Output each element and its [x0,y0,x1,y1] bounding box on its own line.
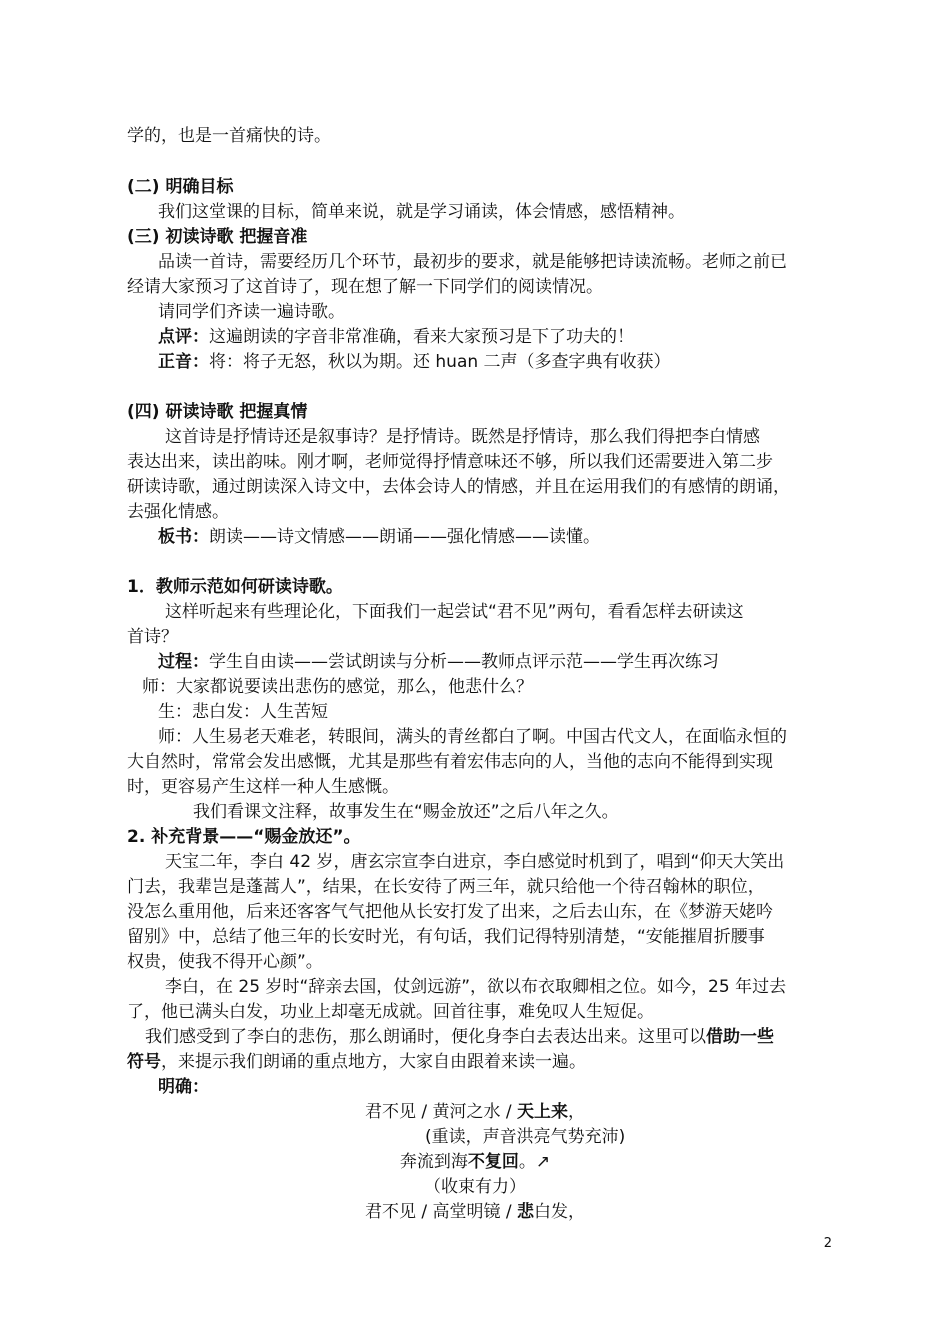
poem-annotation: （收束有力） [424,1177,526,1197]
paragraph-line [0,350,950,374]
paragraph-line: 表达出来，读出韵味。刚才啊，老师觉得抒情意味还不够，所以我们还需要进入第二步 [127,452,773,472]
paragraph-line: 门去，我辈岂是蓬蒿人”，结果，在长安待了两三年，就只给他一个待召翰林的职位， [127,877,765,897]
bold-emphasis: 悲 [517,1202,535,1222]
paragraph-line [0,1050,950,1074]
page-number: 2 [823,1236,832,1251]
section-heading: (二) 明确目标 [127,177,234,197]
paragraph-line: 师：大家都说要读出悲伤的感觉，那么，他悲什么？ [142,677,533,697]
paragraph-line: 留别》中，总结了他三年的长安时光，有句话，我们记得特别清楚，“安能摧眉折腰事 [127,927,765,947]
bold-label: 板书： [158,527,209,547]
paragraph-line [0,525,950,549]
paragraph-line: 没怎么重用他，后来还客客气气把他从长安打发了出来，之后去山东，在《梦游天姥吟 [127,902,773,922]
paragraph-line: 天宝二年，李白 42 岁，唐玄宗宣李白进京，李白感觉时机到了，唱到“仰天大笑出 [165,852,785,872]
paragraph-line [0,1025,950,1049]
paragraph-line: 这样听起来有些理论化，下面我们一起尝试“君不见”两句，看看怎样去研读这 [165,602,744,622]
bold-emphasis: 不复回 [467,1152,519,1172]
bold-emphasis: 符号 [127,1052,161,1072]
bold-emphasis: 借助一些 [706,1027,774,1047]
paragraph-line: 首诗？ [127,627,178,647]
section-heading: 1．教师示范如何研读诗歌。 [127,577,343,597]
paragraph-line: 学的，也是一首痛快的诗。 [127,126,331,146]
paragraph-line: 了，他已满头白发，功业上却毫无成就。回首往事，难免叹人生短促。 [127,1002,654,1022]
line-text: 君不见 / 黄河之水 / [364,1102,518,1122]
line-text: 白发， [534,1202,586,1222]
line-text: ， [568,1102,586,1122]
paragraph-line: 经请大家预习了这首诗了，现在想了解一下同学们的阅读情况。 [127,277,603,297]
bold-label: 明确： [158,1077,209,1097]
paragraph-line: 我们看课文注释，故事发生在“赐金放还”之后八年之久。 [193,802,619,822]
line-text: 君不见 / 高堂明镜 / [364,1202,518,1222]
bold-label: 正音： [158,352,209,372]
paragraph-line: 研读诗歌，通过朗读深入诗文中，去体会诗人的情感，并且在运用我们的有感情的朗诵， [127,477,790,497]
line-text: 将：将子无怒，秋以为期。还 huan 二声（多查字典有收获） [209,352,671,372]
paragraph-line: 品读一首诗，需要经历几个环节，最初步的要求，就是能够把诗读流畅。老师之前已 [158,252,787,272]
paragraph-line: 李白，在 25 岁时“辞亲去国，仗剑远游”，欲以布衣取卿相之位。如今，25 年过去 [165,977,787,997]
bold-label: 点评： [158,327,209,347]
line-text: 学生自由读——尝试朗读与分析——教师点评示范——学生再次练习 [209,652,719,672]
line-text: ，来提示我们朗诵的重点地方，大家自由跟着来读一遍。 [161,1052,586,1072]
paragraph-line: 生：悲白发：人生苦短 [158,702,328,722]
section-heading: (三) 初读诗歌 把握音准 [127,227,308,247]
paragraph-line: 我们这堂课的目标，简单来说，就是学习诵读，体会情感，感悟精神。 [158,202,685,222]
bold-label: 过程： [158,652,209,672]
line-text: 奔流到海 [399,1152,468,1172]
bold-emphasis: 天上来 [517,1102,569,1122]
poem-line [0,1100,950,1124]
paragraph-line: 大自然时，常常会发出感慨，尤其是那些有着宏伟志向的人，当他的志向不能得到实现 [127,752,773,772]
line-text: 朗读——诗文情感——朗诵——强化情感——读懂。 [209,527,600,547]
poem-line [0,1150,950,1174]
section-heading: 2. 补充背景——“赐金放还”。 [127,827,361,847]
paragraph-line [0,650,950,674]
paragraph-line: 时，更容易产生这样一种人生感慨。 [127,777,399,797]
paragraph-line: 权贵，使我不得开心颜”。 [127,952,323,972]
paragraph-line: 请同学们齐读一遍诗歌。 [158,302,345,322]
paragraph-line: 这首诗是抒情诗还是叙事诗？是抒情诗。既然是抒情诗，那么我们得把李白情感 [165,427,760,447]
poem-line [0,1200,950,1224]
poem-annotation: (重读，声音洪亮气势充沛) [425,1127,626,1147]
paragraph-line: 去强化情感。 [127,502,229,522]
line-text: 这遍朗读的字音非常准确，看来大家预习是下了功夫的！ [209,327,634,347]
line-text: 。↗ [518,1152,551,1172]
paragraph-line: 师：人生易老天难老，转眼间，满头的青丝都白了啊。中国古代文人，在面临永恒的 [158,727,787,747]
section-heading: (四) 研读诗歌 把握真情 [127,402,308,422]
paragraph-line [0,325,950,349]
line-text: 我们感受到了李白的悲伤，那么朗诵时，便化身李白去表达出来。这里可以 [145,1027,706,1047]
